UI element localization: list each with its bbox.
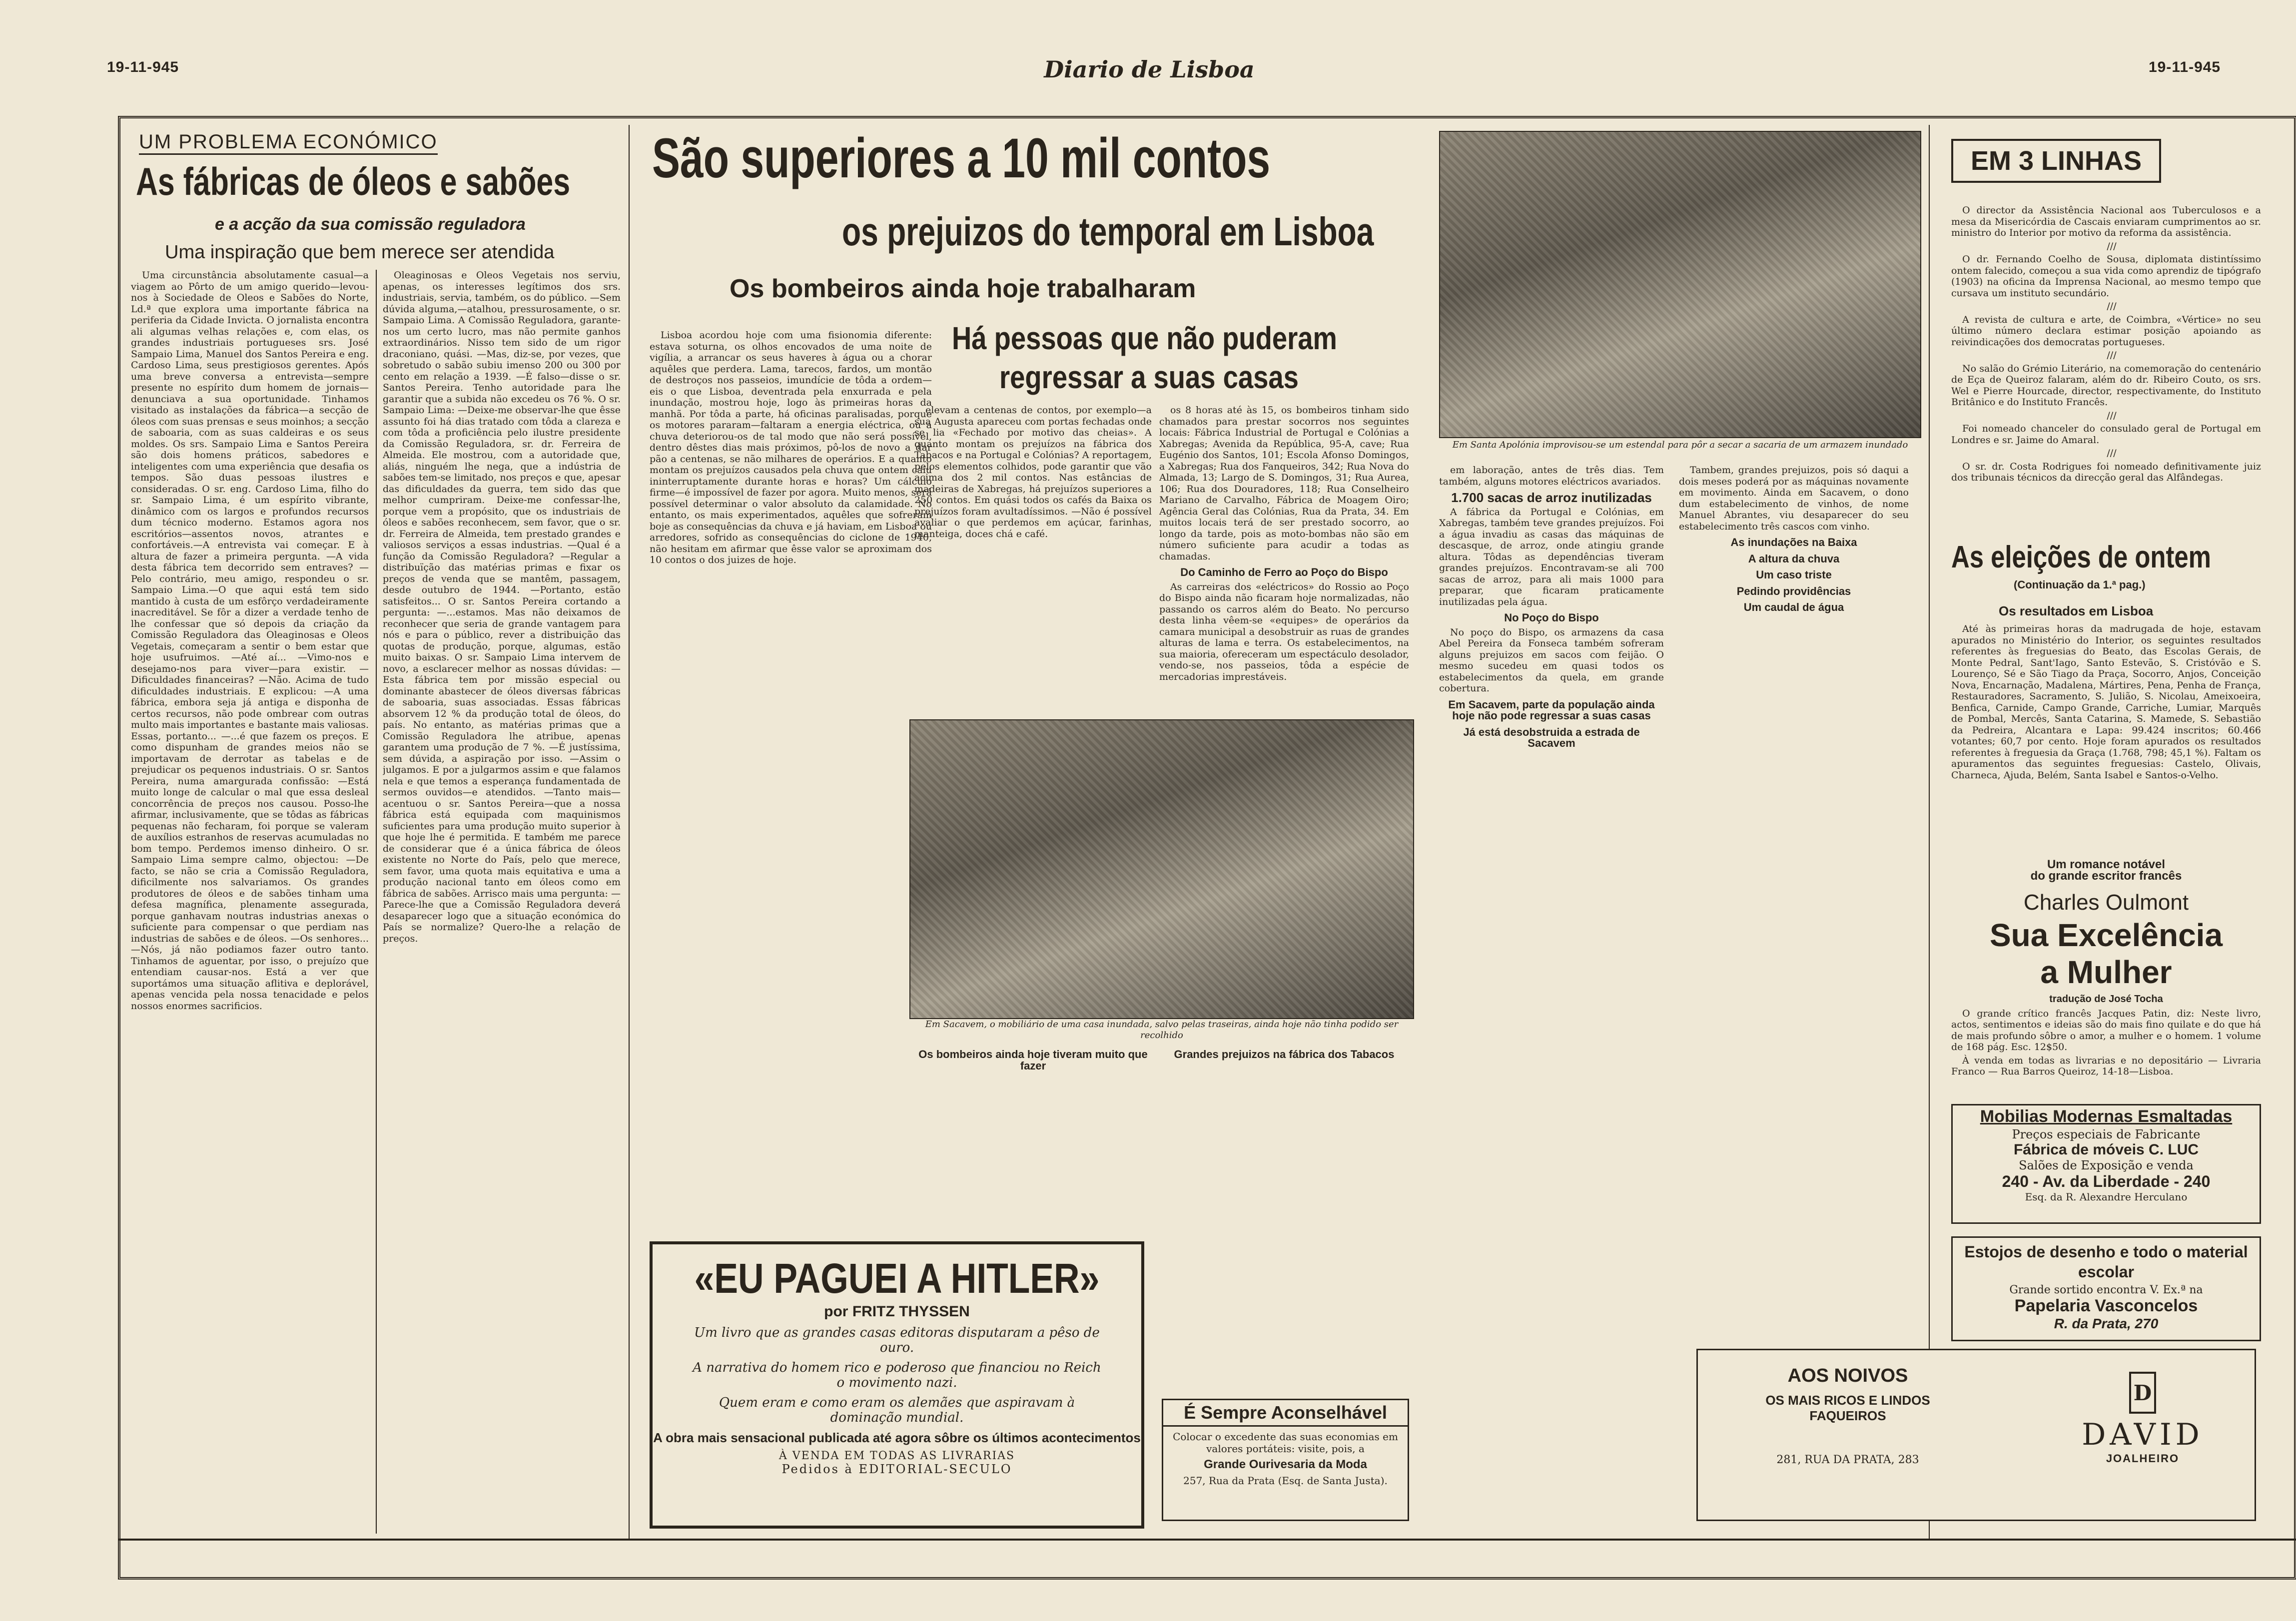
ad-hitler-line: Pedidos à EDITORIAL-SECULO [781, 1462, 1012, 1476]
header-date-right: 19-11-945 [2149, 59, 2221, 75]
column-text: Uma circunstância absolutamente casual—a viagem ao Pôrto de um amigo querido—levou-nos à Sociedade de Oleos e Sabões do Norte, Ld.ª que explora uma importante fábrica na periferia da Cidade Invicta. O jornalista encontra ali algumas velhas relações e, com elas, os grandes industriais portugueses srs. José Sampaio Lima, Manuel dos Santos Pereira e eng. Cardoso Lima, seus prestigiosos gerentes. Após uma breve conversa a entrevista—sempre presente no espírito dum homem de jornais—denunciava a sua oportunidade. Tinhamos visitado as instalações da fábrica—a secção de óleos com suas prensas e seus moinhos; a secção de saboaria, com as suas caldeiras e os seus moldes. Os srs. Sampaio Lima e Santos Pereira são dois homens práticos, sabedores e inteligentes com uma experiência que desafia os tempos. São duas pessoas ilustres e consideradas. O sr. eng. Cardoso Lima, filho do sr. Sampaio Lima, é um espírito vibrante, dinâmico com os largos e profundos recursos dum técnico moderno. Estamos agora nos escritórios—assentos novos, atrantes e confortáveis.—A entrevista vai começar. E à altura de fazer a primeira pergunta. —A vida desta fábrica tem decorrido sem entraves? —Pelo contrário, meu amigo, respondeu o sr. Sampaio Lima.—O que aqui está tem sido mantido à custa de um esfôrço verdadeiramente inacreditável. Se fôr a dizer a verdade tenho de lhe confessar que só depois da criação da Comissão Reguladora das Oleaginosas e Oleos Vegetais, começaram a sentir o bem estar que hoje usufruimos. —Até aí... —Vimo-nos e desejamo-nos para viver—para existir. —Dificuldades financeiras? —Não. Acima de tudo dificuldades industriais. E explicou: —A uma fábrica, embora seja já antiga e disponha de certos recursos, não pode ombrear com outras multo mais importantes e bastante mais valiosas. Essas, portanto... —...é que fazem os preços. E como dispunham de grandes meios não se importavam de derrotar as tabelas e de prejudicar os pequenos industriais. O sr. Santos Pereira, numa amargurada confissão: —Está muito longe de calcular o mal que essa desleal concorrência de preços nos causou. Posso-lhe afirmar, inclusivamente, que se tôdas as fábricas pequenas não fecharam, foi porque se valeram de auxílios estranhos de reservas acumuladas no bom tempo. Perdemos imenso dinheiro. O sr. Sampaio Lima sempre calmo, objectou: —De facto, se não se cria a Comissão Reguladora, dificilmente nos salvariamos. Os grandes produtores de óleos e de sabões tinham uma defesa magnífica, plenamente assegurada, porque ganhavam noutras industrias anexas o suficiente para compensar o que perdiam nas industrias de sabões e de óleos. —Os senhores... —Nós, já não podiamos fazer outro tanto. Tinhamos de aguentar, por isso, o prejuízo que entendiam causar-nos. Está a ver que suportámos uma situação aflitiva e deplorável, apenas vencida pela nossa tenacidade e pelos nossos enormes sacrificios. [131, 270, 369, 1012]
subhead-caudal: Um caudal de água [1743, 601, 1844, 613]
subhead-caso: Um caso triste [1756, 568, 1832, 581]
novel-kicker-2: do grande escritor francês [2030, 869, 2182, 883]
subhead-poco: No Poço do Bispo [1504, 611, 1599, 624]
right-center-column-2 [1679, 465, 1909, 1289]
ad-noivos-title: AOS NOIVOS [1787, 1365, 1908, 1386]
ad-hitler-line: À VENDA EM TODAS AS LIVRARIAS [778, 1450, 1015, 1462]
storm-deck-1: Os bombeiros ainda hoje trabalharam [730, 274, 1196, 303]
brief-item: O director da Assistência Nacional aos Tuberculosos e a mesa da Misericórdia de Cascais enviaram cumprimentos ao sr. ministro do Interior por motivo da reforma da assistência. [1951, 205, 2261, 238]
column-divider [629, 125, 630, 1539]
sidebar-briefs [1951, 205, 2261, 544]
storm-deck-2a: Há pessoas que não puderam [952, 320, 1337, 356]
header-date-left: 19-11-945 [107, 59, 179, 75]
ad-aos-noivos [1696, 1349, 2256, 1521]
ad-noivos-brand: DAVID [2082, 1417, 2204, 1452]
storm-title-2: os prejuizos do temporal em Lisboa [842, 209, 1374, 254]
subhead-bombeiros: Os bombeiros ainda hoje tiveram muito que fazer [918, 1048, 1148, 1072]
ad-eu-paguei-a-hitler [650, 1241, 1144, 1529]
column-text: elevam a centenas de contos, por exemplo—a sua Augusta apareceu com portas fechadas onde se lia «Fechado por motivo das cheias». A quanto montam os prejuízos na fábrica dos Tabacos e na Portugal e Colónias? A reportagem, pelos elementos colhidos, pode garantir que vão acima dos 2 mil contos. Nas estâncias de madeiras de Xabregas, há prejuízos superiores a 250 contos. Em quási todos os cafés da Baixa os prejuízos foram avultadíssimos. —Não é possível avaliar o que perdemos em açúcar, farinhas, manteiga, doces chá e café. [914, 405, 1152, 540]
ad-noivos-address: 281, RUA DA PRATA, 283 [1776, 1454, 1919, 1466]
storm-title-1: São superiores a 10 mil contos [652, 127, 1271, 189]
ad-mobilias-line: Preços especiais de Fabricante [2012, 1127, 2201, 1141]
column-text: As carreiras dos «eléctricos» do Rossio ao Poço do Bispo ainda não ficaram hoje normalizadas, não passando os carros além do Beato. No percurso desta linha vêem-se «equipes» de operários da camara municipal a desobstruir as ruas de grandes alturas de lama e terra. Os estabelecimentos, na sua maioria, ofereceram um espectáculo desolador, vendo-se, nos passeios, tôda a espécie de mercadorias imprestáveis. [1159, 581, 1409, 682]
brief-item: Foi nomeado chanceler do consulado geral de Portugal em Londres e sr. Jaime do Amaral. [1951, 423, 2261, 446]
column-text: em laboração, antes de três dias. Tem também, alguns motores eléctricos avariados. [1439, 465, 1664, 487]
column-divider [376, 270, 377, 1534]
novel-title-1: Sua Excelência [1989, 917, 2223, 953]
storm-column-4 [914, 1044, 1152, 1234]
novel-author: Charles Oulmont [2023, 890, 2189, 915]
ad-sempre-line: Colocar o excedente das suas economias em valores portáteis: visite, pois, a [1173, 1431, 1398, 1455]
photo-santa-apolonia [1439, 131, 1921, 438]
ad-hitler-line: A obra mais sensacional publicada até agora sôbre os últimos acontecimentos [653, 1430, 1141, 1445]
brief-separator: /// [2107, 448, 2117, 459]
bottom-rule [118, 1539, 2296, 1541]
ad-estojos-line: R. da Prata, 270 [2054, 1316, 2159, 1331]
masthead: Diario de Lisboa [1044, 56, 1255, 83]
novel-sale: À venda em todas as livrarias e no depositário — Livraria Franco — Rua Barros Queiroz, 14-18—Lisboa. [1951, 1055, 2261, 1077]
column-text: Até às primeiras horas da madrugada de hoje, estavam apurados no Ministério do Interior, os seguintes resultados referentes às freguesias do Beato, das Escolas Gerais, de Monte Pedral, Sant'Iago, Santo Estevão, S. Cristóvão e S. Lourenço, Sé e São Tiago da Praça, Socorro, Anjos, Conceição Nova, Encarnação, Madalena, Mártires, Pena, Penha de França, Restauradores, Sacramento, S. Julião, S. Nicolau, Ameixoeira, Benfica, Carnide, Campo Grande, Carriche, Lumiar, Marquês de Pombal, Mercês, Santa Catarina, S. Mamede, S. Sebastião da Pedreira, Alcantara e Lapa: 99.424 inscritos; 60.466 votantes; 60,7 por cento. Hoje foram apurados os resultados referentes à freguesia da Graça (1.768, 798; 45,1 %). Faltam os apuramentos das seguintes freguesias: Castelo, Olivais, Charneca, Ajuda, Belém, Santa Isabel e Santos-o-Velho. [1951, 623, 2261, 781]
svg-text:D: D [2133, 1381, 2152, 1405]
ad-mobilias-title: Mobilias Modernas Esmaltadas [1980, 1107, 2233, 1126]
column-text: No poço do Bispo, os armazens da casa Abel Pereira da Fonseca também sofreram alguns prejuizos em sacos com feijão. O mesmo sucedeu em quasi todos os estabelecimentos da quela, em grande cobertura. [1439, 626, 1664, 694]
ad-mobilias-line: 240 - Av. da Liberdade - 240 [2002, 1172, 2211, 1190]
subhead-caminho: Do Caminho de Ferro ao Poço do Bispo [1180, 566, 1388, 578]
column-text: A fábrica da Portugal e Colónias, em Xabregas, também teve grandes prejuízos. Foi a água invadiu as casas das máquinas de descasque, de arroz, onde atingiu grande altura. Tôdas as dependências tiveram grandes prejuízos. Encontravam-se ali 700 sacas de arroz, para ali mais 1000 para preparar, que ficaram praticamente inutilizadas pela água. [1439, 506, 1664, 607]
elections-text [1951, 623, 2261, 853]
subhead-baixa: As inundações na Baixa [1730, 536, 1857, 548]
ad-noivos-brand-sub: JOALHEIRO [2106, 1452, 2180, 1465]
column-text: os 8 horas até às 15, os bombeiros tinham sido chamados para prestar socorros nos seguintes locais: Fábrica Industrial de Portugal e Colónias a Xabregas; Avenida da República, 95-A, cave; Rua Eugénio dos Santos, 101; Escola Afonso Domingos, a Xabregas; Rua dos Fanqueiros, 342; Rua Nova do Almada, 13; Largo de S. Domingos, 31; Rua Aurea, 106; Rua dos Douradores, 118; Rua Conselheiro Mariano de Carvalho, Fábrica de Moagem Oiro; Agência Geral das Colónias, Rua da Prata, 34. Em muitos locais terá de ser prestado socorro, ao longo da tarde, pois as moto-bombas não são em número suficiente para acudir a todas as chamadas. [1159, 405, 1409, 562]
ad-hitler-line: A narrativa do homem rico e poderoso que financiou no Reich o movimento nazi. [693, 1360, 1101, 1390]
brief-item: O dr. Fernando Coelho de Sousa, diplomata distintíssimo ontem falecido, começou a sua vida como aprendiz de tipógrafo (1903) na oficina da Imprensa Nacional, ao mesmo tempo que cursava um instituto secundário. [1951, 254, 2261, 299]
novel-text: O grande crítico francês Jacques Patin, diz: Neste livro, actos, sentimentos e ideias são do mais fino quilate e do que há de mais profundo sôbre o amor, a mulher e o homem. 1 volume de 168 pág. Esc. 12$50. [1951, 1008, 2261, 1053]
storm-column-1 [650, 330, 932, 894]
brief-separator: /// [2107, 410, 2117, 421]
novel-kicker-1: Um romance notável [2047, 859, 2166, 871]
subhead-altura: A altura da chuva [1748, 552, 1840, 565]
article-title: As fábricas de óleos e sabões [136, 159, 571, 203]
ad-estojos-title: Estojos de desenho e todo o material escolar [1964, 1243, 2248, 1281]
article-subtitle: e a acção da sua comissão reguladora [215, 215, 526, 234]
david-logo-icon [2128, 1370, 2158, 1415]
photo-santa-apolonia-caption: Em Santa Apolónia improvisou-se um estendal para pôr a secar a sacaria de um armazem inundado [1452, 440, 1908, 450]
ad-hitler-line: Quem eram e como eram os alemães que aspiravam à dominação mundial. [719, 1395, 1075, 1425]
novel-translator: tradução de José Tocha [2049, 994, 2163, 1005]
storm-column-3 [1159, 405, 1409, 714]
ad-estojos-line: Papelaria Vasconcelos [2014, 1296, 2198, 1315]
column-text: Lisboa acordou hoje com uma fisionomia diferente: estava soturna, os olhos encovados de uma noite de vigília, a arrancar os seus haveres à água ou a chorar aquêles que perdera. Lama, tarecos, fardos, um montão de destroços nos passeios, imundície de tôda a ordem—eis o que Lisboa, deventrada pela enxurrada e pela inundação, mostrou hoje, logo às primeiras horas da manhã. Por tôda a parte, há oficinas paralisadas, porque os motores pararam—faltaram a energia eléctrica, ou a chuva deteriorou-os de tal modo que não será possível, dentro dêstes dias mais próximos, pô-los de novo a dar pão a centenas, se não milhares de operários. E a quanto montam os prejuízos causados pela chuva que ontem caiu ininterruptamente durante horas e horas? Um cálculo firme—é impossível de fazer por agora. Muito menos, será possível determinar o valor absoluto da calamidade. No entanto, os mais experimentados, aquêles que sofreram boje as consequências da chuva e já haviam, em Lisboa ou arredores, sofrido as consequências do ciclone de 1940, não hesitam em afirmar que êsse valor se aproximam dos 10 contos o dos juizes de hoje. [650, 330, 932, 565]
subhead-providencias: Pedindo providências [1736, 584, 1851, 597]
ad-hitler-author: por FRITZ THYSSEN [824, 1303, 970, 1320]
brief-separator: /// [2107, 240, 2117, 252]
subhead-tabacos: Grandes prejuizos na fábrica dos Tabacos [1174, 1048, 1395, 1061]
novel-title-2: a Mulher [2040, 954, 2172, 990]
article-column-1 [131, 270, 369, 1524]
subhead-estrada: Já está desobstruida a estrada de Sacavem [1463, 725, 1640, 749]
ad-mobilias-line: Esq. da R. Alexandre Herculano [2025, 1191, 2188, 1203]
brief-separator: /// [2107, 301, 2117, 312]
column-text: Oleaginosas e Oleos Vegetais nos serviu, apenas, os interesses legítimos dos srs. industriais, servia, também, os do público. —Sem dúvida alguma,—atalhou, pressurosamente, o sr. Sampaio Lima. A Comissão Reguladora, garante-nos um certo lucro, mas não permite ganhos extraordinários. Nisso tem sido de um rigor draconiano, quási. —Mas, diz-se, por vezes, que sobretudo o sabão subiu imenso 200 ou 300 por cento em relação a 1939. —É falso—disse o sr. Santos Pereira. Tenho autoridade para lhe garantir que a subida não excedeu os 76 %. O sr. Sampaio Lima: —Deixe-me observar-lhe que êsse assunto foi há dias tratado com tôda a clareza e com tôda a proficiência pelo ilustre presidente da Comissão Reguladora, sr. dr. Ferreira de Almeida. Ele mostrou, com a autoridade que, aliás, ninguém lhe nega, que a indústria de sabões tem-se limitado, nos preços e que, apesar das dificuldades da guerra, tem sido das que melhor cumpriram. Deixe-me confessar-lhe, porque vem a propósito, que os industriais de óleos e sabões reconhecem, sem favor, que o sr. dr. Ferreira de Almeida, tem prestado grandes e valiosos serviços a essas industrias. —Qual é a função da Comissão Reguladora? —Regular a distribuïção das matérias primas e fixar os preços de venda que se mantêm, passagem, desde outubro de 1944. —Portanto, estão satisfeitos... O sr. Santos Pereira cortando a pergunta: —...estamos. Mas não deixamos de reconhecer que seria de grande vantagem para nós e para o público, rever a distribuição das quotas de produção, porque, algumas, estão muito baixas. O sr. Sampaio Lima intervem de novo, a esclarecer melhor as nossas dúvidas: —Esta fábrica tem por missão especial ou dominante abastecer de óleos diversas fábricas de saboaria, suas associadas. Essas fábricas absorvem 12 % da produção total de óleos, do país. No entanto, as matérias primas que a Comissão Reguladora lhe atribue, apenas garantem uma produção de 7 %. —É justíssima, sem dúvida, a aspiração por isso. —Assim o julgamos. E por a julgarmos assim e que falamos nela e que temos a esperança fundamentada de sermos ouvidos—e atendidos. —Tanto mais—acentuou o sr. Santos Pereira—que a nossa fábrica está equipada com maquinismos suficientes para uma produção muito superior à que hoje lhe é permitida. E também me parece de considerar que é a única fábrica de óleos existente no Norte do País, pelo que merece, sem favor, uma quota mais equitativa e uma a produção nacional tanto em óleos como em fábrica de sabões. Arrisco mais uma pergunta: —Parece-lhe que a Comissão Reguladora deverá desaparecer logo que a situação económica do País se normalize? Quero-lhe a relação de preços. [383, 270, 621, 944]
storm-column-5 [1159, 1044, 1409, 1234]
elections-title: As eleições de ontem [1951, 540, 2211, 574]
ad-sempre-line: 257, Rua da Prata (Esq. de Santa Justa). [1183, 1475, 1388, 1487]
ad-mobilias-line: Fábrica de móveis C. LUC [2013, 1141, 2199, 1158]
ad-mobilias-line: Salões de Exposição e venda [2019, 1158, 2194, 1172]
photo-sacavem [909, 719, 1414, 1019]
ad-sempre-aconselhavel [1162, 1399, 1409, 1521]
em-3-linhas-box: EM 3 LINHAS [1951, 139, 2161, 183]
ad-noivos-line: FAQUEIROS [1809, 1408, 1886, 1423]
subhead-sacavem: Em Sacavem, parte da população ainda hoje não pode regressar a suas casas [1448, 698, 1655, 722]
photo-sacavem-caption: Em Sacavem, o mobiliário de uma casa inundada, salvo pelas traseiras, ainda hoje não tinha podido ser recolhido [925, 1019, 1399, 1041]
storm-column-2 [914, 405, 1152, 704]
article-kicker: UM PROBLEMA ECONÓMICO [139, 131, 438, 155]
brief-item: A revista de cultura e arte, de Coimbra, «Vértice» no seu último número declara estimar posição apoiando as reivindicações dos democratas portugueses. [1951, 314, 2261, 348]
ad-hitler-title: «EU PAGUEI A HITLER» [694, 1255, 1100, 1302]
ad-noivos-line: OS MAIS RICOS E LINDOS [1765, 1393, 1930, 1408]
novel-ad [1951, 859, 2261, 1129]
ad-estojos [1951, 1236, 2261, 1341]
brief-item: O sr. dr. Costa Rodrigues foi nomeado definitivamente juiz dos tribunais técnicos da direcção geral das Alfândegas. [1951, 461, 2261, 483]
elections-subhead: Os resultados em Lisboa [1999, 603, 2154, 618]
subhead-arroz: 1.700 sacas de arroz inutilizadas [1451, 490, 1652, 505]
article-column-2 [383, 270, 621, 1524]
ad-estojos-line: Grande sortido encontra V. Ex.ª na [2009, 1284, 2203, 1296]
ad-sempre-line: Grande Ourivesaria da Moda [1204, 1458, 1367, 1471]
elections-continuation: (Continuação da 1.ª pag.) [2014, 578, 2146, 591]
brief-item: No salão do Grémio Literário, na comemoração do centenário de Eça de Queiroz falaram, além do dr. Ribeiro Couto, os srs. Wel e Pierre Hourcade, director, respectivamente, do Instituto Britânico e do Instituto Francês. [1951, 363, 2261, 408]
column-text: Tambem, grandes prejuizos, pois só daqui a dois meses poderá por as máquinas novamente em movimento. Ainda em Sacavem, o dono dum estabelecimento de vinhos, de nome Manuel Abrantes, viu desaparecer do seu estabelecimento três cascos com vinho. [1679, 465, 1909, 532]
storm-deck-2b: regressar a suas casas [999, 359, 1299, 395]
ad-hitler-line: Um livro que as grandes casas editoras disputaram a pêso de ouro. [694, 1325, 1100, 1355]
column-divider [1929, 125, 1930, 1539]
ad-mobilias [1951, 1104, 2261, 1224]
ad-sempre-title: É Sempre Aconselhável [1163, 1400, 1408, 1427]
brief-separator: /// [2107, 350, 2117, 361]
article-deck: Uma inspiração que bem merece ser atendida [165, 242, 555, 263]
right-center-column-1 [1439, 465, 1664, 1534]
